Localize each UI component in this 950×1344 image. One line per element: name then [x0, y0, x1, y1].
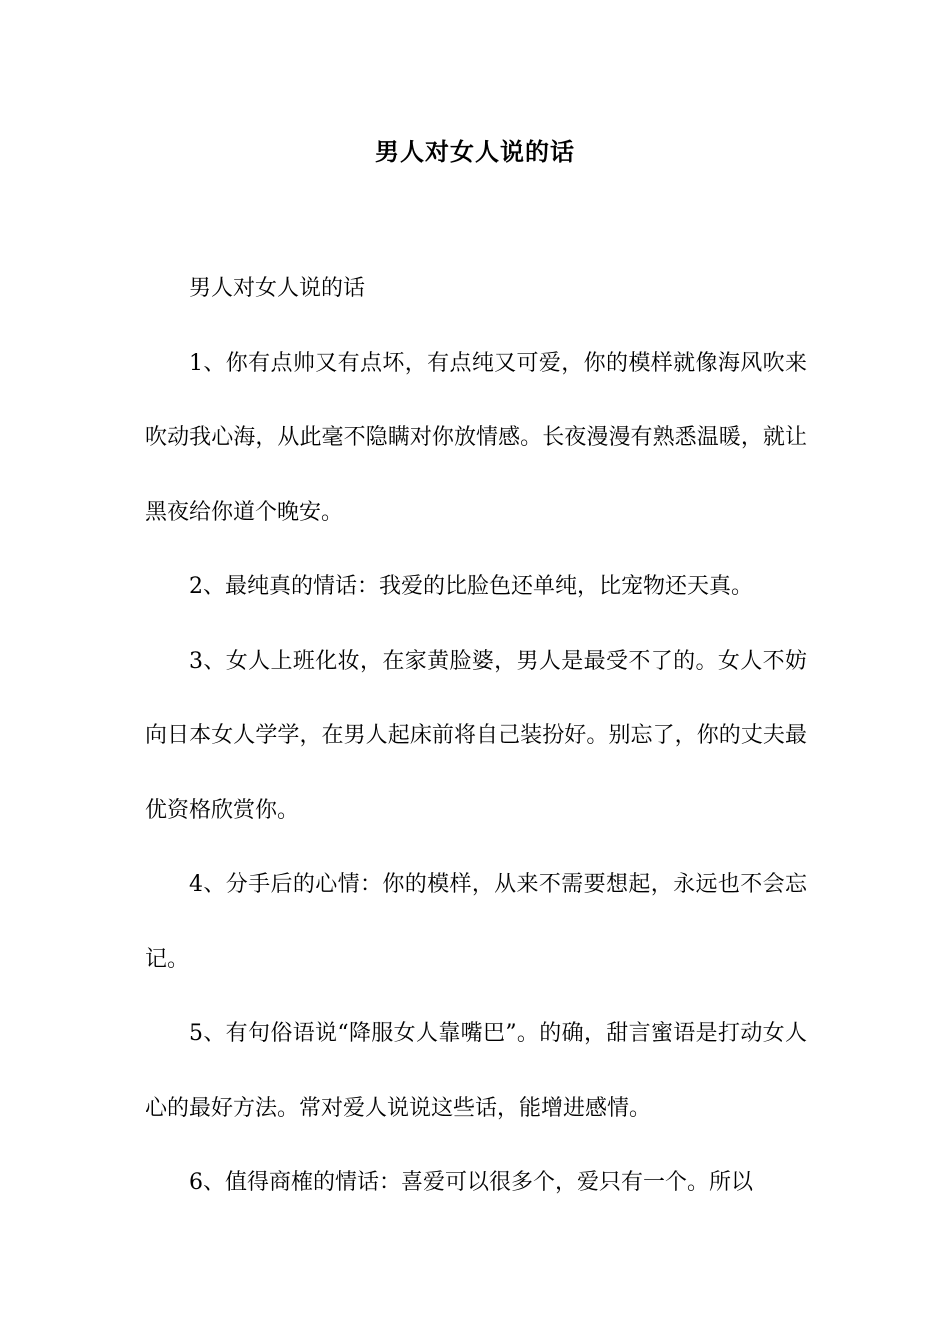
document-body	[145, 252, 807, 1221]
document-title: 男人对女人说的话	[375, 137, 575, 166]
paragraph-item-6: 6、值得商榷的情话：喜爱可以很多个，爱只有一个。所以	[189, 1170, 753, 1195]
paragraph-heading: 男人对女人说的话	[189, 276, 366, 301]
paragraph-item-5: 5、有句俗语说“降服女人靠嘴巴”。的确，甜言蜜语是打动女人心的最好方法。常对爱人说说这些话，能增进感情。	[145, 1021, 807, 1121]
paragraph-item-4: 4、分手后的心情：你的模样，从来不需要想起，永远也不会忘记。	[145, 872, 807, 972]
paragraph-item-1: 1、你有点帅又有点坏，有点纯又可爱，你的模样就像海风吹来吹动我心海，从此毫不隐瞒对你放情感。长夜漫漫有熟悉温暖，就让黑夜给你道个晚安。	[145, 350, 807, 525]
paragraph-item-2: 2、最纯真的情话：我爱的比脸色还单纯，比宠物还天真。	[189, 574, 753, 599]
paragraph-item-3: 3、女人上班化妆，在家黄脸婆，男人是最受不了的。女人不妨向日本女人学学，在男人起床前将自己装扮好。别忘了，你的丈夫最优资格欣赏你。	[145, 648, 807, 823]
